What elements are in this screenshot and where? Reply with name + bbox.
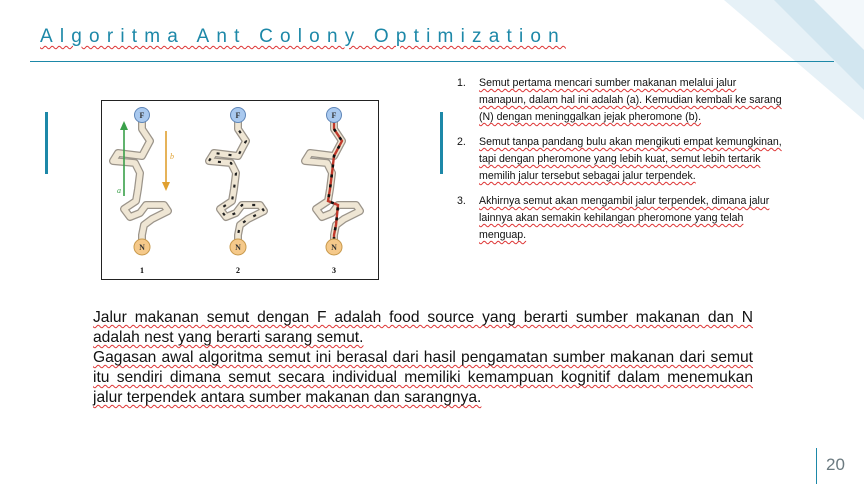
left-accent-bar [45,112,48,174]
panel-label-2: 2 [236,266,240,275]
panel-label-3: 3 [332,266,336,275]
svg-text:F: F [139,111,145,120]
svg-text:N: N [235,243,241,252]
slide-title-text: Algoritma Ant Colony Optimization [40,26,566,47]
page-number-divider [816,448,817,484]
step-item-1: 1. Semut pertama mencari sumber makanan melalui jalur manapun, dalam hal ini adalah (a). Kemudian kembali ke sarang (N) dengan meninggalkan jejak pheromone (b). [457,77,782,123]
panel-2 [209,108,264,276]
slide-title [40,26,566,48]
ant-path-svg [102,101,377,278]
path-label-a: a [117,186,121,195]
body-paragraph-1: Jalur makanan semut dengan F adalah food source yang berarti sumber makanan dan N adalah nest yang berarti sarang semut. [93,309,753,346]
step-text-3: Akhirnya semut akan mengambil jalur terpendek, dimana jalur lainnya akan semakin kehilangan pheromone yang telah menguap. [479,195,770,241]
body-text [93,308,753,408]
panel-3 [305,108,360,276]
panel-label-1: 1 [140,266,144,275]
step-text-1: Semut pertama mencari sumber makanan melalui jalur manapun, dalam hal ini adalah (a). Kemudian kembali ke sarang (N) dengan meninggalkan jejak pheromone (b). [479,77,782,123]
page-number: 20 [826,455,845,474]
body-paragraph-2: Gagasan awal algoritma semut ini berasal dari hasil pengamatan sumber makanan dari semut itu sendiri dimana semut secara individual memiliki kemampuan kognitif dalam menemukan jalur terpendek antara sumber makanan dan sarangnya. [93,349,753,406]
step-item-2: 2. Semut tanpa pandang bulu akan mengikuti empat kemungkinan, tapi dengan pheromone yang lebih kuat, semut lebih tertarik memilih jalur tersebut sebagai jalur terpendek. [457,136,782,182]
svg-text:N: N [331,243,337,252]
step-item-3: 3. Akhirnya semut akan mengambil jalur terpendek, dimana jalur lainnya akan semakin kehilangan pheromone yang telah menguap. [457,195,770,241]
title-rule [30,61,834,62]
middle-accent-bar [440,112,443,174]
svg-text:F: F [331,111,337,120]
svg-text:F: F [235,111,241,120]
svg-text:N: N [139,243,145,252]
path-label-b: b [170,152,174,161]
step-text-2: Semut tanpa pandang bulu akan mengikuti empat kemungkinan, tapi dengan pheromone yang lebih kuat, semut lebih tertarik memilih jalur tersebut sebagai jalur terpendek. [479,136,782,182]
steps-list [455,75,785,252]
panel-1 [113,108,174,276]
ant-path-diagram [101,100,379,280]
